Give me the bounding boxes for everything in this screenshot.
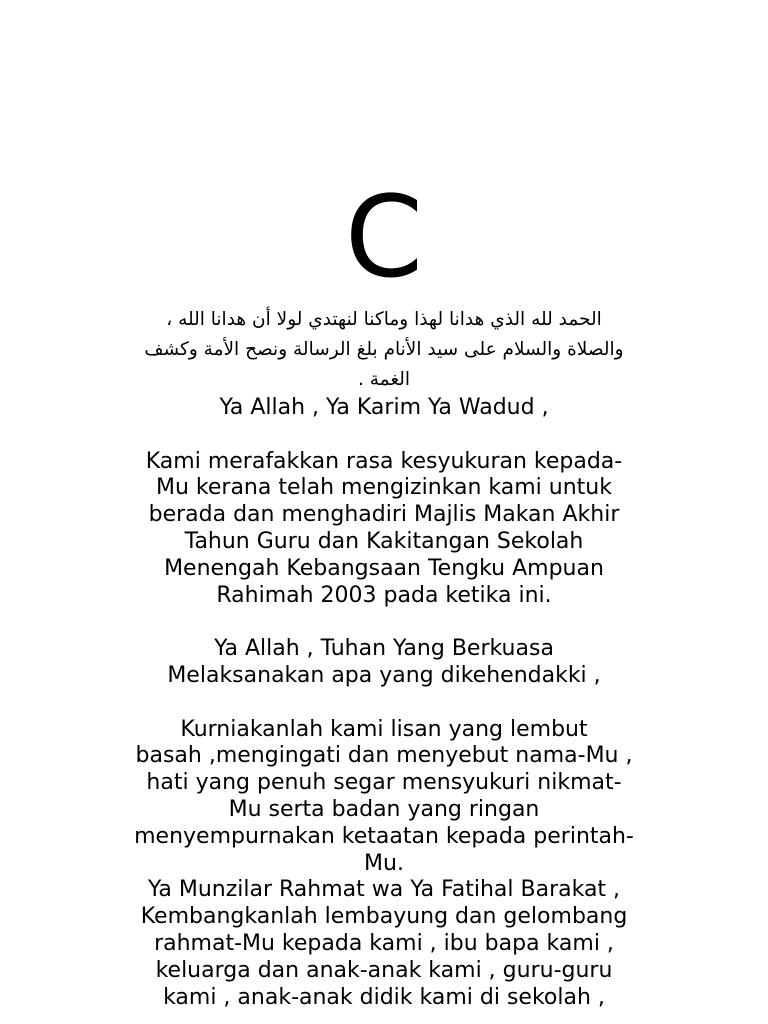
text-line: Tahun Guru dan Kakitangan Sekolah xyxy=(184,528,584,554)
drop-letter: C xyxy=(344,173,424,303)
paragraph-gap xyxy=(100,422,668,449)
text-line: Kembangkanlah lembayung dan gelombang xyxy=(140,904,628,930)
arabic-opening xyxy=(110,305,658,395)
prayer-text xyxy=(100,395,668,1011)
arabic-line-1: الحمد لله الذي هدانا لهذا وماكنا لنهتدي لولا أن هدانا الله ، xyxy=(166,309,602,330)
text-line: Menengah Kebangsaan Tengku Ampuan xyxy=(164,555,604,581)
text-line: kami , anak-anak didik kami di sekolah , xyxy=(163,984,605,1010)
text-line: Ya Allah , Ya Karim Ya Wadud , xyxy=(219,395,549,420)
text-line: Ya Munzilar Rahmat wa Ya Fatihal Barakat , xyxy=(147,877,621,903)
text-line: Mu kerana telah mengizinkan kami untuk xyxy=(156,475,612,501)
text-line: Melaksanakan apa yang dikehendakki , xyxy=(167,662,601,688)
text-line: berada dan menghadiri Majlis Makan Akhir xyxy=(148,502,620,528)
text-line: keluarga dan anak-anak kami , guru-guru xyxy=(155,957,613,983)
text-line: rahmat-Mu kepada kami , ibu bapa kami , xyxy=(154,930,614,956)
text-line: Kurniakanlah kami lisan yang lembut xyxy=(180,716,588,742)
text-line: Kami merafakkan rasa kesyukuran kepada- xyxy=(145,448,623,474)
text-line: Ya Allah , Tuhan Yang Berkuasa xyxy=(214,636,554,662)
text-line: menyempurnakan ketaatan kepada perintah- xyxy=(134,823,634,849)
arabic-line-2: والصلاة والسلام على سيد الأنام بلغ الرسالة ونصح الأمة وكشف xyxy=(144,339,624,360)
paragraph-gap xyxy=(100,609,668,636)
text-line: Mu serta badan yang ringan xyxy=(228,796,540,822)
text-line: Mu. xyxy=(364,850,404,876)
arabic-line-3: الغمة . xyxy=(357,369,411,390)
text-line: hati yang penuh segar mensyukuri nikmat- xyxy=(146,770,622,796)
paragraph-gap xyxy=(100,690,668,717)
text-line: Rahimah 2003 pada ketika ini. xyxy=(216,582,552,608)
text-line: basah ,mengingati dan menyebut nama-Mu , xyxy=(135,743,633,769)
